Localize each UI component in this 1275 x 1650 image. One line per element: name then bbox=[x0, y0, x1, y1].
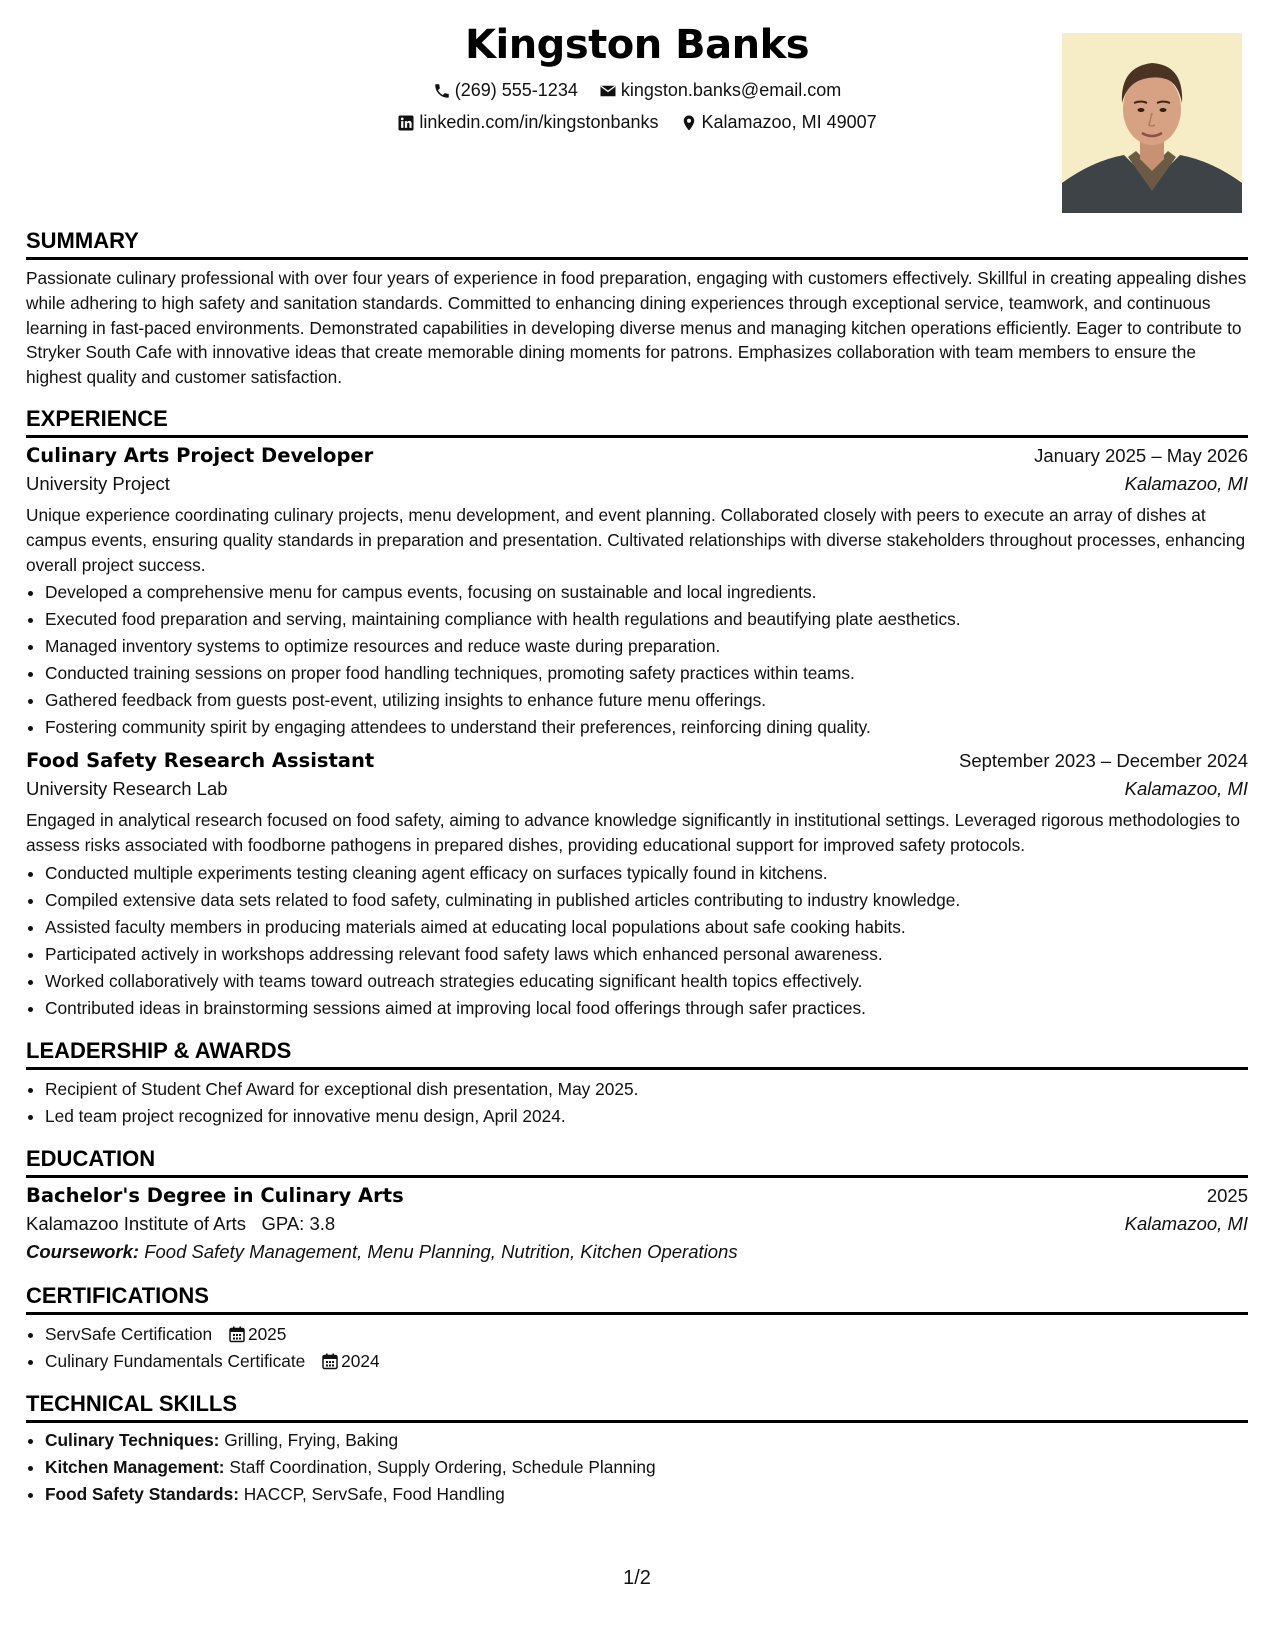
coursework-label: Coursework: bbox=[26, 1240, 140, 1262]
job-bullet: • Fostering community spirit by engaging attendees to understand their preferences, reinforcing dining quality. bbox=[45, 714, 1248, 741]
job-bullet: • Gathered feedback from guests post-event, utilizing insights to enhance future menu offerings. bbox=[45, 687, 1248, 714]
job-location: Kalamazoo, MI bbox=[1124, 472, 1248, 494]
skills-heading: TECHNICAL SKILLS bbox=[26, 1391, 1248, 1423]
certification-year: 2025 bbox=[247, 1323, 287, 1344]
certification-item bbox=[45, 1321, 1248, 1348]
linkedin-text: linkedin.com/in/kingstonbanks bbox=[419, 112, 659, 132]
skill-item bbox=[45, 1454, 1248, 1481]
experience-section bbox=[26, 406, 1248, 1022]
job-bullet: • Executed food preparation and serving, maintaining compliance with health regulations and beautifying plate aesthetics. bbox=[45, 606, 1248, 633]
job-bullet: • Compiled extensive data sets related to food safety, culminating in published articles contributing to industry knowledge. bbox=[45, 887, 1248, 914]
certifications-list bbox=[26, 1321, 1248, 1375]
calendar-icon bbox=[229, 1326, 245, 1343]
job-description: Engaged in analytical research focused on food safety, aiming to advance knowledge significantly in institutional settings. Leveraged rigorous methodologies to assess risks associated with foodborne pathogens in prepared dishes, providing educational support for improved safety protocols. bbox=[26, 810, 1240, 856]
experience-heading: EXPERIENCE bbox=[26, 406, 1248, 438]
phone-icon bbox=[433, 82, 451, 100]
job-bullet: • Worked collaboratively with teams toward outreach strategies educating significant health topics effectively. bbox=[45, 968, 1248, 995]
experience-entry bbox=[26, 444, 1248, 741]
school-location: Kalamazoo, MI bbox=[1124, 1212, 1248, 1234]
skill-label: Kitchen Management: bbox=[45, 1456, 225, 1477]
job-bullet: • Managed inventory systems to optimize resources and reduce waste during preparation. bbox=[45, 633, 1248, 660]
certification-year: 2024 bbox=[341, 1350, 380, 1371]
experience-entry bbox=[26, 749, 1248, 1022]
resume-header bbox=[26, 0, 1248, 228]
job-organization: University Research Lab bbox=[26, 778, 228, 800]
award-item: • Led team project recognized for innovative menu design, April 2024. bbox=[45, 1103, 1248, 1130]
degree-title: Bachelor's Degree in Culinary Arts bbox=[26, 1183, 404, 1207]
skills-list bbox=[26, 1427, 1248, 1508]
gpa: GPA: 3.8 bbox=[261, 1212, 336, 1234]
envelope-icon bbox=[599, 82, 617, 100]
skill-value: Grilling, Frying, Baking bbox=[224, 1429, 399, 1450]
certifications-heading: CERTIFICATIONS bbox=[26, 1283, 1248, 1315]
job-bullet: • Developed a comprehensive menu for campus events, focusing on sustainable and local ingredients. bbox=[45, 579, 1248, 606]
certification-item bbox=[45, 1348, 1248, 1375]
skill-label: Culinary Techniques: bbox=[45, 1429, 220, 1450]
job-dates: September 2023 – December 2024 bbox=[959, 750, 1248, 772]
page-number: 1/2 bbox=[623, 1567, 651, 1589]
map-pin-icon bbox=[680, 114, 698, 132]
summary-text: Passionate culinary professional with over four years of experience in food preparation, engaging with customers effectively. Skillful in creating appealing dishes while adhering to high safety and sanitation standards. Committed to enhancing dining experiences through exceptional service, teamwork, and continuous learning in fast-paced environments. Demonstrated capabilities in developing diverse menus and managing kitchen operations efficiently. Eager to contribute to Stryker South Cafe with innovative ideas that create memorable dining moments for patrons. Emphasizes collaboration with team members to ensure the highest quality and customer satisfaction. bbox=[26, 268, 1247, 388]
job-bullet: • Contributed ideas in brainstorming sessions aimed at improving local food offerings through safer practices. bbox=[45, 995, 1248, 1022]
skill-value: HACCP, ServSafe, Food Handling bbox=[243, 1483, 505, 1504]
coursework bbox=[26, 1241, 1248, 1263]
job-organization: University Project bbox=[26, 472, 170, 494]
education-section bbox=[26, 1146, 1248, 1263]
portrait-illustration bbox=[1062, 33, 1242, 213]
phone-text: (269) 555-1234 bbox=[454, 80, 578, 100]
job-title: Culinary Arts Project Developer bbox=[26, 443, 374, 467]
skill-label: Food Safety Standards: bbox=[45, 1483, 239, 1504]
resume-page bbox=[26, 0, 1248, 1650]
leadership-section bbox=[26, 1038, 1248, 1130]
certifications-section bbox=[26, 1283, 1248, 1375]
job-bullets bbox=[26, 579, 1248, 741]
skills-section bbox=[26, 1391, 1248, 1508]
graduation-year: 2025 bbox=[1206, 1184, 1248, 1206]
skill-value: Staff Coordination, Supply Ordering, Schedule Planning bbox=[229, 1456, 656, 1477]
school-name: Kalamazoo Institute of Arts bbox=[26, 1212, 247, 1234]
profile-photo bbox=[1062, 33, 1242, 213]
job-bullet: • Assisted faculty members in producing materials aimed at educating local populations about safe cooking habits. bbox=[45, 914, 1248, 941]
email-contact[interactable] bbox=[599, 80, 841, 101]
phone-contact[interactable] bbox=[433, 80, 578, 101]
certification-name: Culinary Fundamentals Certificate bbox=[45, 1350, 306, 1371]
job-location: Kalamazoo, MI bbox=[1124, 778, 1248, 800]
job-dates: January 2025 – May 2026 bbox=[1034, 444, 1248, 466]
job-bullet: • Conducted training sessions on proper food handling techniques, promoting safety practices within teams. bbox=[45, 660, 1248, 687]
certification-name: ServSafe Certification bbox=[45, 1323, 213, 1344]
skill-item bbox=[45, 1427, 1248, 1454]
location-text: Kalamazoo, MI 49007 bbox=[701, 112, 877, 132]
email-text: kingston.banks@email.com bbox=[620, 80, 842, 100]
linkedin-contact[interactable] bbox=[397, 112, 658, 133]
job-bullet: • Participated actively in workshops addressing relevant food safety laws which enhanced personal awareness. bbox=[45, 941, 1248, 968]
award-item: • Recipient of Student Chef Award for exceptional dish presentation, May 2025. bbox=[45, 1076, 1248, 1103]
summary-section bbox=[26, 228, 1248, 390]
location-contact bbox=[680, 112, 877, 133]
job-description: Unique experience coordinating culinary projects, menu development, and event planning. Collaborated closely with peers to execute an array of dishes at campus events, ensuring quality standards in preparation and presentation. Cultivated relationships with diverse stakeholders throughout processes, enhancing overall project success. bbox=[26, 504, 1246, 575]
leadership-heading: LEADERSHIP & AWARDS bbox=[26, 1038, 1248, 1070]
leadership-list bbox=[26, 1076, 1248, 1130]
job-title: Food Safety Research Assistant bbox=[26, 749, 375, 773]
linkedin-icon bbox=[397, 114, 415, 132]
job-bullet: • Conducted multiple experiments testing cleaning agent efficacy on surfaces typically found in kitchens. bbox=[45, 860, 1248, 887]
education-heading: EDUCATION bbox=[26, 1146, 1248, 1178]
candidate-name: Kingston Banks bbox=[465, 22, 809, 68]
job-bullets bbox=[26, 860, 1248, 1022]
calendar-icon bbox=[322, 1353, 338, 1370]
coursework-list: Food Safety Management, Menu Planning, Nutrition, Kitchen Operations bbox=[144, 1240, 738, 1262]
skill-item bbox=[45, 1481, 1248, 1508]
summary-heading: SUMMARY bbox=[26, 228, 1248, 260]
